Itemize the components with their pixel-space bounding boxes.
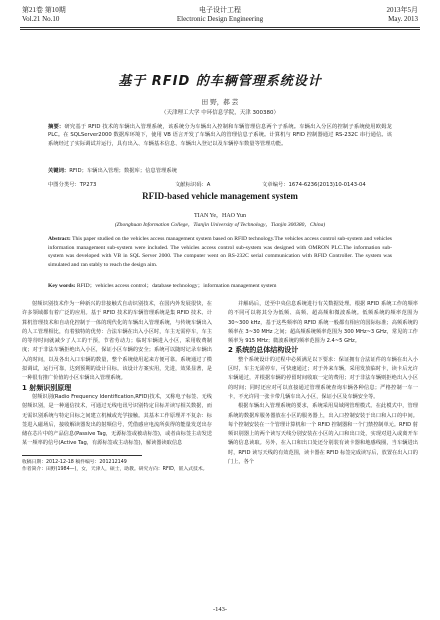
section-1-paragraph: 射频识别(Radio Frequency Identification,RFID)技术，又称电子标签、无线射频识别，是一种通信技术，可通过无线电讯号识别特定目标并读写相关数据，而无需识别系统与特定目标之间建立机械或光学接触。其基本工作原理并不复杂：标签进入磁场后，接收解读器发出的射频信号，凭借感应电流所获得的能量发送出存储在芯片中的产品信息(Passive Tag，无源标签或被动标签)，或者由标签主动发送某一频率的信号(Active Tag，有源标签或主动标签)，解读器读取信息	[22, 393, 212, 447]
footnote-dates: 收稿日期：2012-12-18 稿件编号：201212149	[22, 459, 127, 465]
abstract-en-label: Abstract:	[48, 236, 71, 242]
keywords-en	[48, 282, 392, 290]
keywords-cn	[48, 167, 392, 175]
affiliation-cn: （天津理工大学 中环信息学院，天津 300380）	[161, 110, 279, 116]
article-number: 文章编号：1674-6236(2013)10-0143-04	[262, 182, 366, 188]
section-2-heading: 2 系统的总体结构设计	[228, 346, 299, 355]
document-code: 文献标识码：A	[175, 182, 211, 188]
keywords-en-label: Key words:	[48, 283, 76, 289]
body-column-left	[22, 300, 212, 474]
keywords-en-text: RFID；vehicles access control；database technology；information management system	[76, 283, 277, 289]
section-2-paragraph-2: 根据车辆出入管理系统的要求，系统采用局域网管理模式。在此模式中，管理系统的数据库服务器放在小区的服务器上，出入口控制安装于出口和入口的中间。每个控制安装在一个管理计算机和一个 RFID 控制器和一个门禁控制单元。RFID 射频识别器上的两个读写天线分别安装在小区的入口和出口处，实现对进入或离开车辆的信息读取。另外，在入口和出口处还分别装有读卡器和地感线圈，当车辆进出时，RFID 读写天线的有效范围，读卡器在 RFID 标签完成读写后，放置在出入口的门上，各个	[228, 403, 418, 466]
header-volume-en: Vol.21 No.10	[22, 15, 60, 23]
header-rule	[20, 27, 420, 28]
page-number: -143-	[212, 606, 228, 613]
header-left	[22, 6, 102, 24]
authors-cn: 田 野，郝 芸	[201, 98, 239, 106]
footnote-author: 作者简介：田野(1984—)，女，天津人，硕士，助教。研究方向：RFID，嵌入式技术。	[22, 467, 208, 473]
header-rule-thin	[20, 29, 420, 30]
header-right	[338, 6, 418, 24]
journal-name-en: Electronic Design Engineering	[176, 15, 264, 23]
section-2-paragraph-1: 整个系统设计的过程中必须满足以下要求：保证拥有合法证件的车辆在出入小区时，车主无需停车，可快速通过；对于外来车辆，采用发放临时卡，读卡后允许车辆通过，并根据车辆的停留时间收取一定的费用；对于非法车辆则拒绝出入小区的时间；同时还应对可以直接通过管理系统查询车辆各种信息；严格控制一车一卡，不允许同一张卡带几辆车出入小区，保证小区及车辆安全等。	[228, 356, 418, 400]
affiliation-en: (Zhonghuan Information College，Tianjin University of Technology，Tianjin 300380，China)	[114, 222, 326, 228]
section-1-heading: 1 射频识别原理	[22, 383, 72, 392]
abstract-en-text: This paper studied on the vehicles access management system based on RFID technology.The vehicles access control sub-system and vehicles information management sub-system were included. The vehicles access control sub-system was designed with OMRON PLC.The information sub-system was developed with VB in SQL Server 2000. The computer went on RS-232C serial communication with RFID Controller. The system was simulated and ran stably to reach the design aim.	[48, 236, 392, 268]
abstract-cn-label: 摘要：	[48, 124, 65, 130]
header-date-en: May. 2013	[388, 15, 418, 23]
journal-name-cn: 电子设计工程	[199, 6, 241, 14]
title-cn: 基于 RFID 的车辆管理系统设计	[118, 74, 322, 89]
header-center	[140, 6, 300, 24]
abstract-cn	[48, 123, 392, 148]
title-en: RFID-based vehicle management system	[142, 191, 298, 201]
intro-paragraph: 射频识别技术作为一种新兴的非接触式自动识别技术，在国内外发展很快，在许多领域都有着广泛的应用。基于 RFID 技术的车辆管理系统是集 RFID 技术、计算机管理技术和自动化控制于一体的现代化的车辆出入管理系统，与传统车辆出入的人工管理相比，有着独特的优势：合法车辆在出入小区时，车主无需停车，车主的等待时间就减少了人工的干预，节省劳动力；临时车辆进入小区，采用收费制度；对于非法车辆拒绝出入小区，保证小区车辆的安全；系统可以随时记录车辆出入的时间，以及各出入口车辆的数量，整个系统使用起来方便可靠。系统通过了模拟调试，运行可靠，达到预期的设计目标。该设计方案实用，先进，效果显著，是一种很有推广价值的小区车辆出入管理系统。	[22, 301, 212, 382]
keywords-cn-text: RFID；车辆出入管理；数据库；信息管理系统	[69, 168, 177, 174]
authors-en: TIAN Ye，HAO Yun	[194, 213, 246, 219]
abstract-cn-text: 研究基于 RFID 技术的车辆出入管理系统，该系统分为车辆出入控制和车辆管理信息两个子系统。车辆出入分区的控制子系统使用欧姆龙 PLC。在 SQLServer2000 数据库环境下，使用 VB 语言开发了车辆出入的管理信息子系统。计算机与 RFID 控制器通过 RS-232C 串行通信。该系统经过了实际调试并运行，具有出入、车辆基本信息、车辆出入登记以及车辆停车数量等管理功能。	[48, 124, 392, 147]
rfid-frequency-paragraph: 并解码后，送至中央信息系统进行有关数据处理。根据 RFID 系统工作的频率的不同可以将其分为低频、高频、超高频和微波系统。低频系统的频率范围为 30~300 kHz，基于这些频率的 RFID 系统一般都有相应的国际标准；高频系统的频率在 3~30 MHz 之间；超高频系统频率范围为 300 MHz~3 GHz，常见的工作频率为 915 MHz；微波系统的频率范围为 2.4~5 GHz。	[228, 301, 418, 345]
footnote-rule	[22, 455, 142, 456]
body-column-right	[228, 300, 418, 467]
clc-number: 中图分类号：TP273	[48, 182, 97, 188]
abstract-en	[48, 235, 392, 269]
keywords-cn-label: 关键词：	[48, 168, 70, 174]
header-date-cn: 2013年5月	[386, 6, 418, 14]
header-volume-cn: 第21卷 第10期	[22, 6, 66, 14]
